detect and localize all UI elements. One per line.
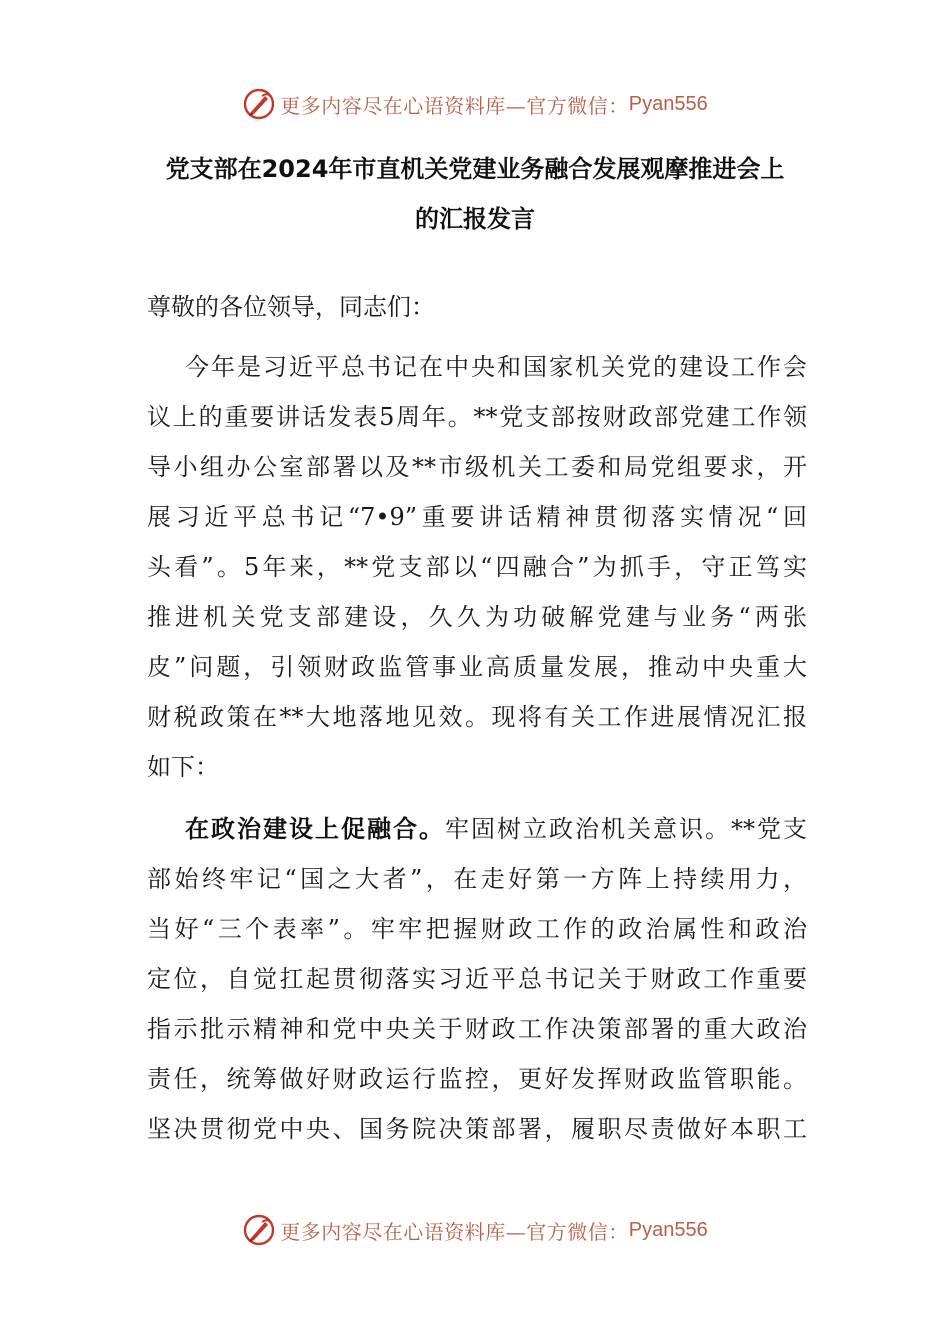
paragraph-1-line: 展习近平总书记“7•9”重要讲话精神贯彻落实情况“回 [147,503,807,531]
paragraph-1-line: 头看”。5年来，**党支部以“四融合”为抓手，守正笃实 [147,553,807,581]
watermark-text: 更多内容尽在心语资料库—官方微信： [280,1219,629,1244]
paragraph-2-line: 坚决贯彻党中央、国务院决策部署，履职尽责做好本职工 [147,1115,807,1143]
paragraph-2-first-line-text: 牢固树立政治机关意识。**党支 [445,815,807,843]
watermark-id: Pyan556 [628,92,708,115]
paragraph-1-line: 皮”问题，引领财政监管事业高质量发展，推动中央重大 [147,653,807,681]
salutation: 尊敬的各位领导，同志们： [147,293,435,321]
paragraph-1-line: 今年是习近平总书记在中央和国家机关党的建设工作会 [185,353,807,381]
watermark-text: 更多内容尽在心语资料库—官方微信： [280,93,629,118]
pen-logo-icon [242,87,276,121]
paragraph-2-lead-heading: 在政治建设上促融合。 [185,815,445,843]
paragraph-1-line: 推进机关党支部建设，久久为功破解党建与业务“两张 [147,603,807,631]
document-title-line-2: 的汇报发言 [415,205,535,233]
paragraph-2-first-line [185,804,807,854]
paragraph-1-line: 如下： [147,753,219,781]
paragraph-1-line: 议上的重要讲话发表5周年。**党支部按财政部党建工作领 [147,403,807,431]
paragraph-2-line: 部始终牢记“国之大者”，在走好第一方阵上持续用力， [147,865,807,893]
paragraph-1-line: 导小组办公室部署以及**市级机关工委和局党组要求，开 [147,453,807,481]
watermark-banner-top [0,84,950,124]
paragraph-2-line: 指示批示精神和党中央关于财政工作决策部署的重大政治 [147,1015,807,1043]
pen-logo-icon [242,1213,276,1247]
paragraph-1-line: 财税政策在**大地落地见效。现将有关工作进展情况汇报 [147,703,807,731]
paragraph-2-line: 责任，统筹做好财政运行监控，更好发挥财政监管职能。 [147,1065,807,1093]
paragraph-2-line: 当好“三个表率”。牢牢把握财政工作的政治属性和政治 [147,915,807,943]
watermark-id: Pyan556 [628,1218,708,1241]
document-title-line-1: 党支部在2024年市直机关党建业务融合发展观摩推进会上 [165,155,785,183]
watermark-banner-bottom [0,1210,950,1250]
paragraph-2-line: 定位，自觉扛起贯彻落实习近平总书记关于财政工作重要 [147,965,807,993]
